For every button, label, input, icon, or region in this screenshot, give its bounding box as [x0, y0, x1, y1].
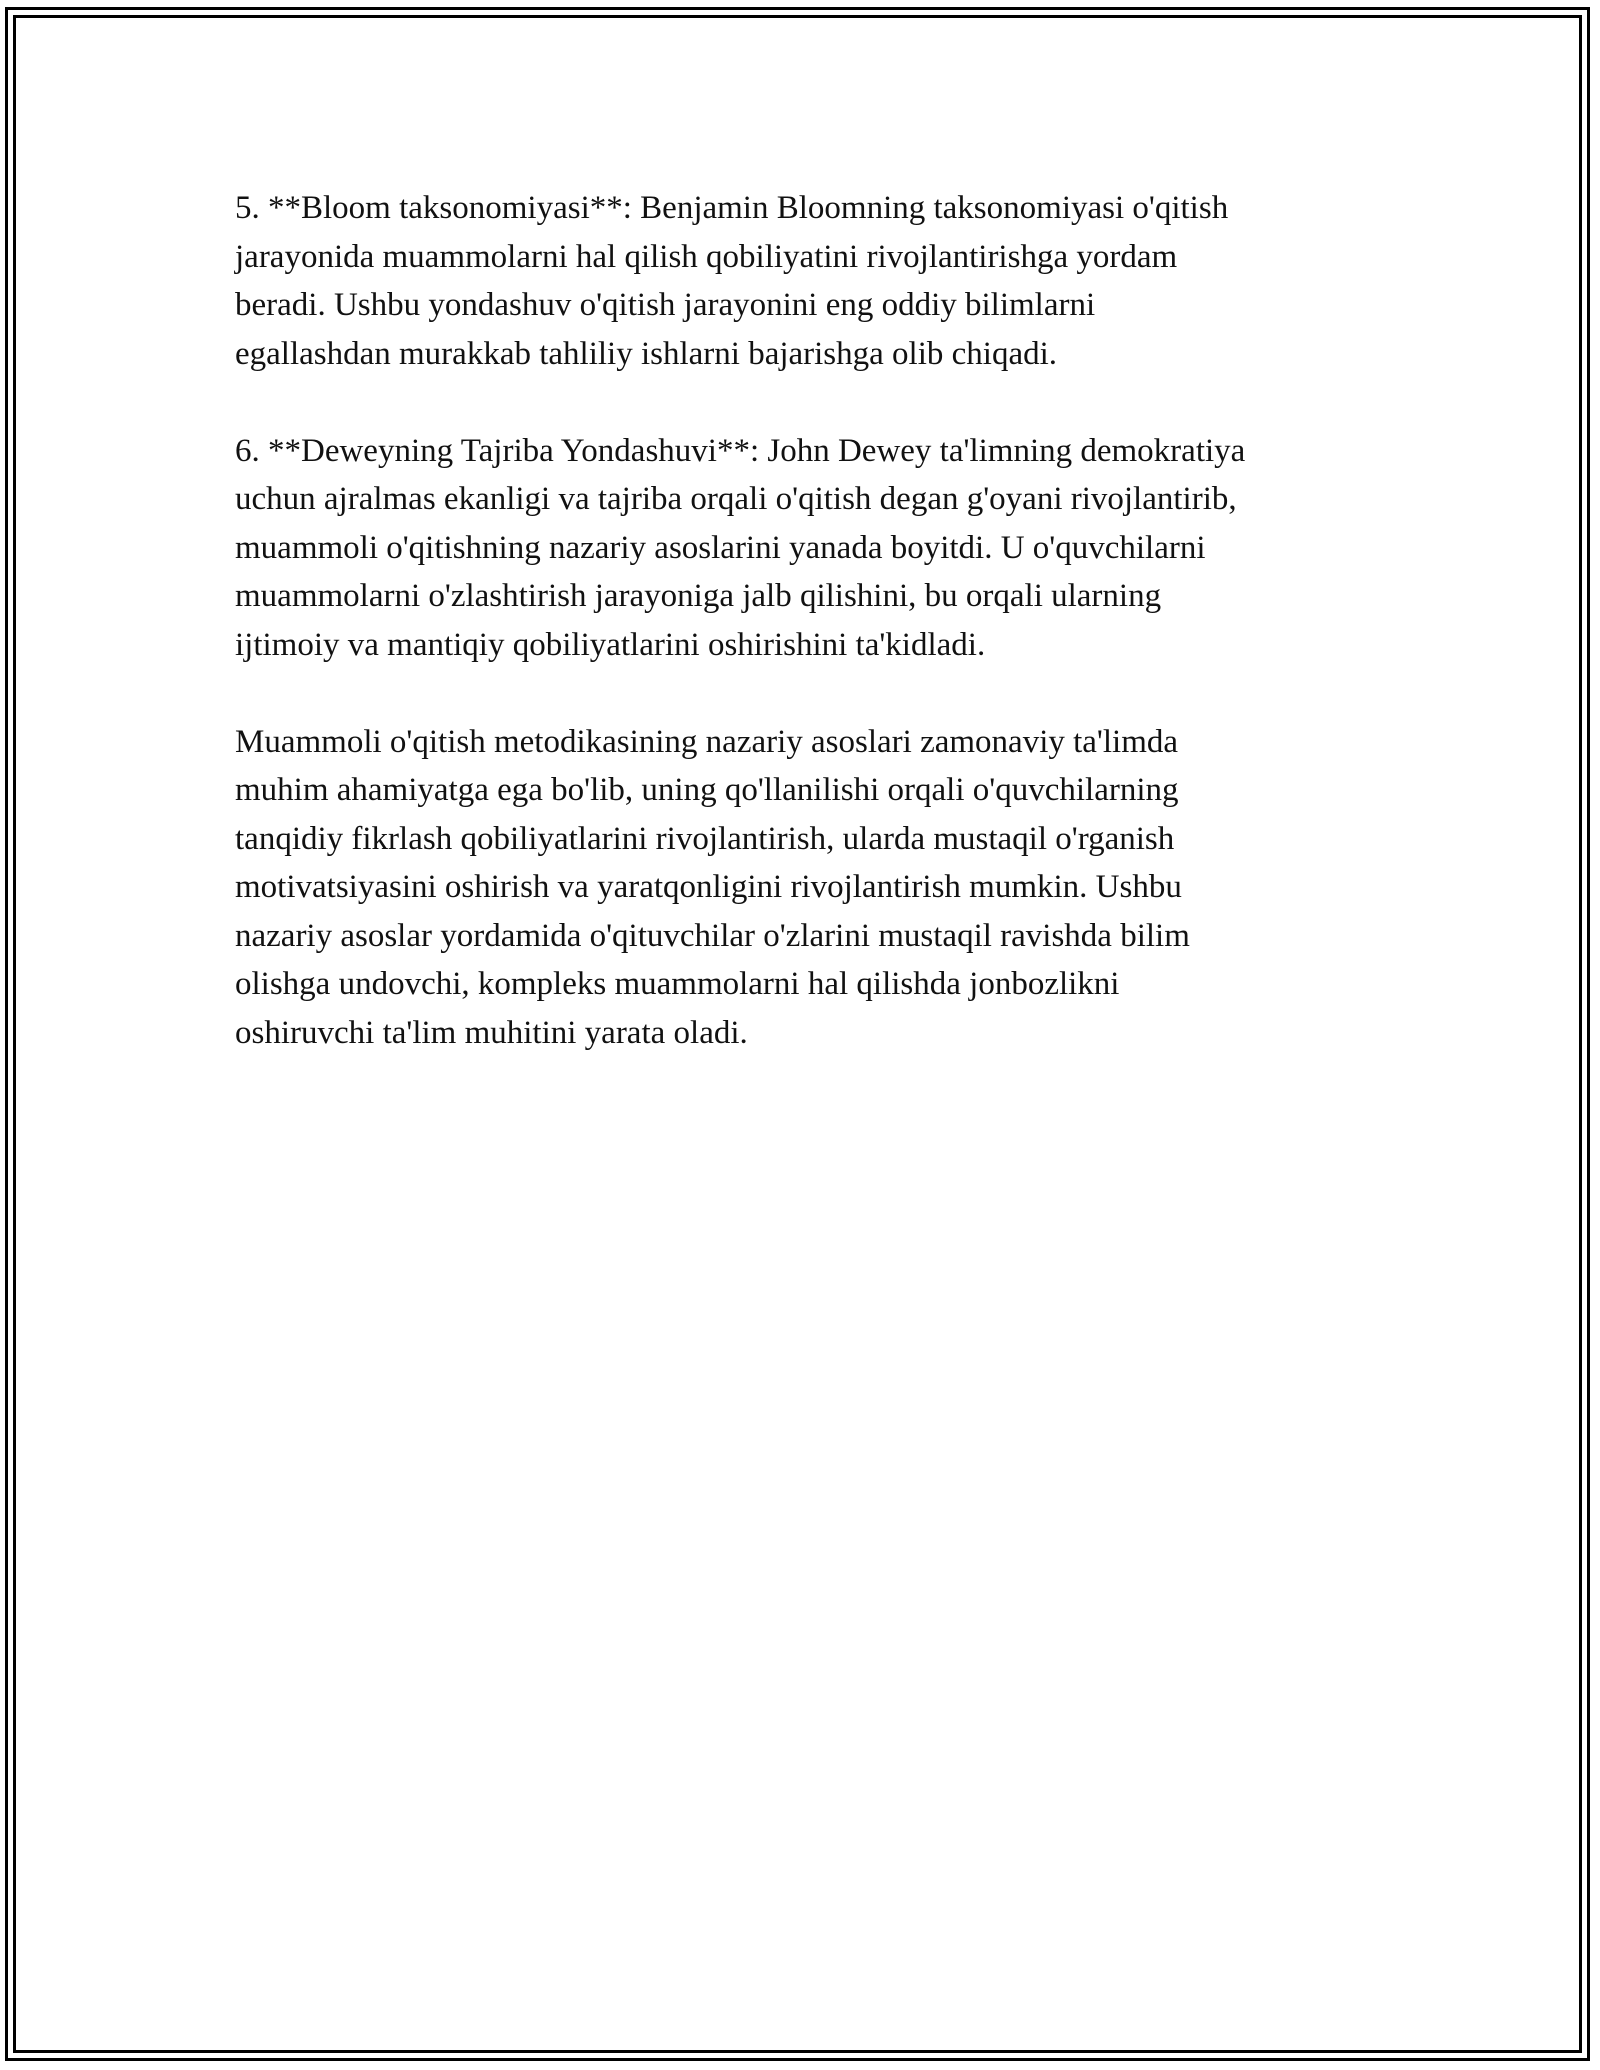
text-line: tanqidiy fikrlash qobiliyatlarini rivojlantirish, ularda mustaqil o'rganish: [235, 820, 1175, 857]
paragraph-dewey-approach: [235, 427, 1395, 670]
text-line: egallashdan murakkab tahliliy ishlarni bajarishga olib chiqadi.: [235, 335, 1058, 372]
text-line: motivatsiyasini oshirish va yaratqonligini rivojlantirish mumkin. Ushbu: [235, 869, 1182, 905]
paragraph-bloom-taxonomy: [235, 184, 1395, 378]
text-line: jarayonida muammolarni hal qilish qobiliyatini rivojlantirishga yordam: [235, 238, 1178, 275]
document-body: [235, 184, 1395, 1106]
text-line: beradi. Ushbu yondashuv o'qitish jarayonini eng oddiy bilimlarni: [235, 287, 1096, 323]
text-line: 6. **Deweyning Tajriba Yondashuvi**: John Dewey ta'limning demokratiya: [235, 432, 1246, 469]
text-line: olishga undovchi, kompleks muammolarni hal qilishda jonbozlikni: [235, 966, 1120, 1002]
text-line: oshiruvchi ta'lim muhitini yarata oladi.: [235, 1014, 748, 1051]
text-line: muammoli o'qitishning nazariy asoslarini yanada boyitdi. U o'quvchilarni: [235, 529, 1206, 566]
paragraph-conclusion: [235, 718, 1395, 1058]
text-line: Muammoli o'qitish metodikasining nazariy asoslari zamonaviy ta'limda: [235, 723, 1179, 760]
text-line: uchun ajralmas ekanligi va tajriba orqali o'qitish degan g'oyani rivojlantirib,: [235, 481, 1237, 517]
text-line: muhim ahamiyatga ega bo'lib, uning qo'llanilishi orqali o'quvchilarning: [235, 772, 1179, 808]
text-line: 5. **Bloom taksonomiyasi**: Benjamin Bloomning taksonomiyasi o'qitish: [235, 190, 1229, 226]
text-line: muammolarni o'zlashtirish jarayoniga jalb qilishini, bu orqali ularning: [235, 578, 1162, 614]
text-line: nazariy asoslar yordamida o'qituvchilar o'zlarini mustaqil ravishda bilim: [235, 917, 1190, 954]
text-line: ijtimoiy va mantiqiy qobiliyatlarini oshirishini ta'kidladi.: [235, 626, 986, 663]
